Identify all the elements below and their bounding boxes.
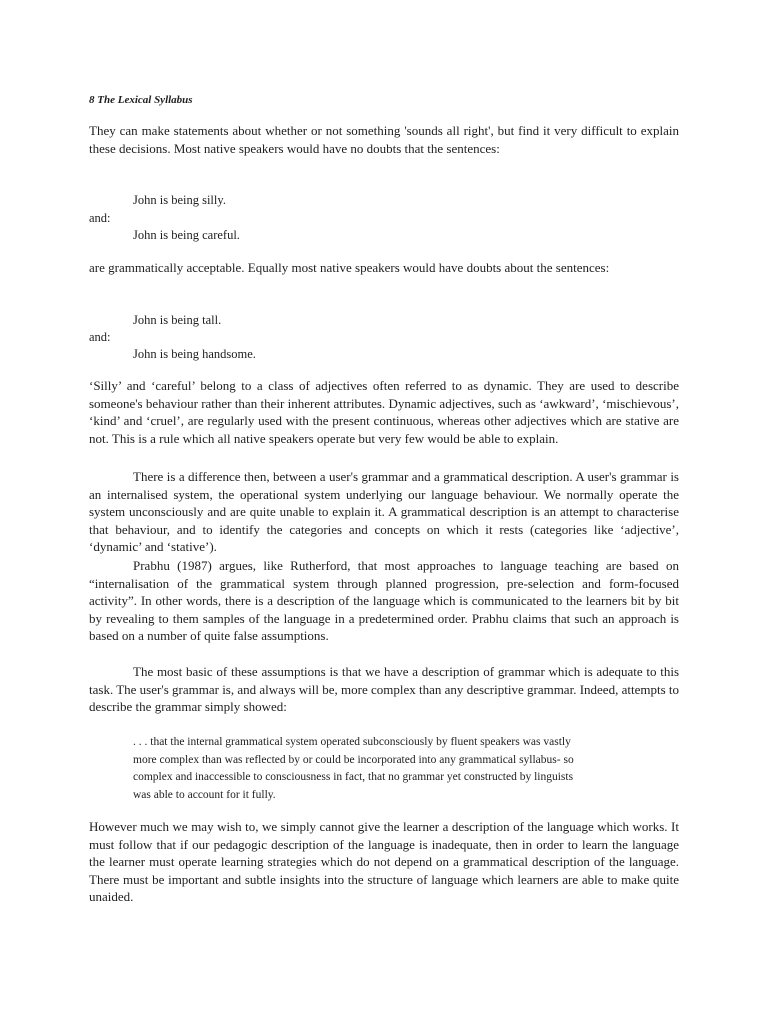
quote-line: complex and inaccessible to consciousness in fact, that no grammar yet constructed by linguists	[133, 771, 574, 783]
paragraph-4: There is a difference then, between a user's grammar and a grammatical description. A user's grammar is an internalised system, the operational system underlying our language behaviour. We normally operate the system unconsciously and are quite unable to explain it. A grammatical description is an attempt to characterise that behaviour, and to identify the categories and concepts on which it rests (categories like ‘adjective’, ‘dynamic’ and ‘stative’).	[89, 469, 679, 554]
quote-line: more complex than was reflected by or could be incorporated into any grammatical syllabus- so	[133, 753, 574, 766]
paragraph-6: The most basic of these assumptions is that we have a description of grammar which is adequate to this task. The user's grammar is, and always will be, more complex than any descriptive grammar. Indeed, attempts to describe the grammar simply showed:	[89, 664, 679, 714]
quote-line: . . . that the internal grammatical system operated subconsciously by fluent speakers was vastly	[133, 736, 571, 748]
paragraph-7: However much we may wish to, we simply cannot give the learner a description of the language which works. It must follow that if our pedagogic description of the language is inadequate, then in order to learn the language the learner must operate learning strategies which do not depend on a grammatical description of the language. There must be important and subtle insights into the structure of language which learners are able to make quite unaided.	[89, 819, 679, 904]
paragraph-3: ‘Silly’ and ‘careful’ belong to a class of adjectives often referred to as dynamic. They are used to describe someone's behaviour rather than their inherent attributes. Dynamic adjectives, such as ‘awkward’, ‘mischievous’, ‘kind’ and ‘cruel’, are regularly used with the present continuous, whereas other adjectives which are stative are not. This is a rule which all native speakers operate but very few would be able to explain.	[89, 378, 679, 446]
quote-line: was able to account for it fully.	[133, 788, 276, 801]
paragraph-5: Prabhu (1987) argues, like Rutherford, that most approaches to language teaching are based on “internalisation of the grammatical system through planned progression, pre-selection and form-focused activity”. In other words, there is a description of the language which is communicated to the learners bit by bit by revealing to them samples of the language in a predetermined order. Prabhu claims that such an approach is based on a number of quite false assumptions.	[89, 558, 679, 643]
and-connector-1: and:	[89, 211, 111, 225]
paragraph-2: are grammatically acceptable. Equally most native speakers would have doubts about the sentences:	[89, 260, 610, 275]
chapter-heading: 8 The Lexical Syllabus	[89, 94, 193, 106]
paragraph-1: They can make statements about whether or not something 'sounds all right', but find it very difficult to explain these decisions. Most native speakers would have no doubts that the sentences:	[89, 123, 679, 156]
and-connector-2: and:	[89, 330, 111, 344]
example-sentence-careful: John is being careful.	[133, 228, 240, 242]
example-sentence-tall: John is being tall.	[133, 313, 222, 327]
example-sentence-silly: John is being silly.	[133, 193, 226, 207]
example-sentence-handsome: John is being handsome.	[133, 347, 256, 361]
block-quote	[133, 734, 673, 804]
